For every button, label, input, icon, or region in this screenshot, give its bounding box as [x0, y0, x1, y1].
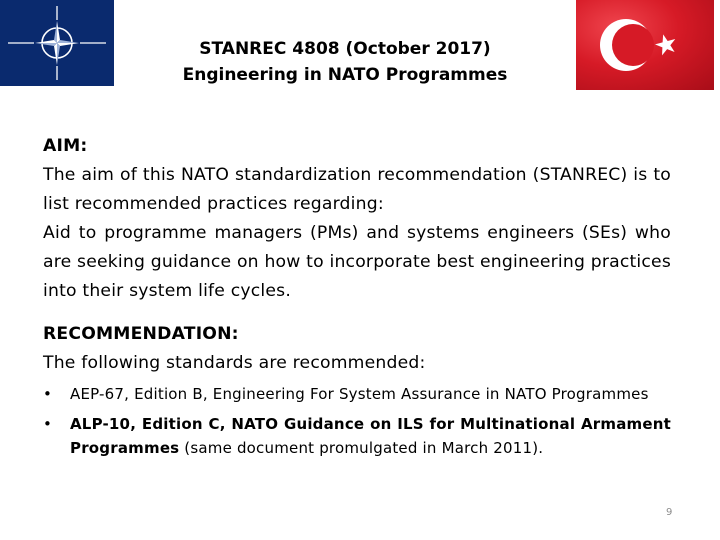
title-line-2: Engineering in NATO Programmes [182, 65, 508, 85]
list-item-text: (same document promulgated in March 2011). [179, 439, 544, 457]
list-item [43, 412, 671, 460]
list-item [43, 382, 671, 406]
standards-list [43, 382, 671, 460]
turkey-flag-icon [576, 0, 714, 90]
bullet-icon: • [43, 385, 53, 403]
recommendation-intro: The following standards are recommended: [43, 353, 426, 373]
aim-paragraph-2: Aid to programme managers (PMs) and systems engineers (SEs) who are seeking guidance on how to incorporate best engineering practices into their system life cycles. [43, 223, 671, 301]
aim-heading: AIM: [43, 136, 88, 156]
recommendation-heading: RECOMMENDATION: [43, 324, 239, 344]
page-title [130, 36, 560, 88]
slide-body [43, 132, 671, 466]
page-number: 9 [666, 507, 673, 518]
aim-paragraph-1: The aim of this NATO standardization recommendation (STANREC) is to list recommended practices regarding: [43, 165, 671, 214]
nato-compass-icon [0, 0, 114, 86]
nato-flag-icon [0, 0, 114, 86]
title-line-1: STANREC 4808 (October 2017) [199, 39, 491, 59]
crescent-star-icon [576, 0, 714, 90]
bullet-icon: • [43, 415, 53, 433]
list-item-bold-text: ALP-10, Edition C, NATO Guidance on ILS for Multinational Armament Programmes [70, 415, 671, 457]
section-spacer [43, 306, 671, 320]
list-item-text: AEP-67, Edition B, Engineering For System Assurance in NATO Programmes [70, 385, 649, 403]
